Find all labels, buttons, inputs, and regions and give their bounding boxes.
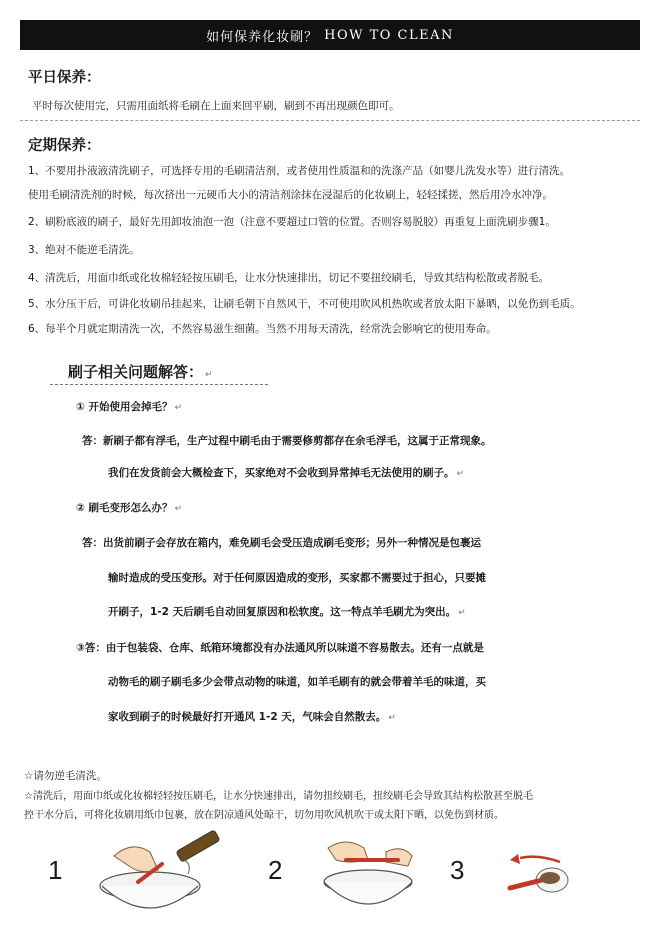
section-divider xyxy=(20,120,640,121)
faq-answer-2-line-1: 答：出货前刷子会存放在箱内，难免刷毛会受压造成刷毛变形；另外一种情况是包裹运 xyxy=(82,537,481,549)
pour-stream-icon xyxy=(184,860,189,874)
faq-answer-1-line-1 xyxy=(82,433,492,448)
faq-answer-2-line-2: 输时造成的受压变形。对于任何原因造成的变形，买家都不需要过于担心，只要摊 xyxy=(108,572,486,584)
regular-care-line-4: 4、清洗后，用面巾纸或化妆棉轻轻按压刷毛，让水分快速排出，切记不要扭绞刷毛，导致其结构松散或者脱毛。 xyxy=(28,272,550,284)
faq-answer-2-line-3 xyxy=(108,604,466,619)
cleanser-bottle-icon xyxy=(176,830,220,862)
faq-answer-1-text-2: 我们在发货前会大概检查下，买家绝对不会收到异常掉毛无法使用的刷子。 xyxy=(108,467,455,479)
step-number-3: 3 xyxy=(450,855,465,885)
faq-answer-3-line-2: 动物毛的刷子刷毛多少会带点动物的味道，如羊毛刷有的就会带着羊毛的味道，买 xyxy=(108,676,486,688)
regular-care-line-1: 1、不要用扑液液清洗刷子，可选择专用的毛刷清洁剂，或者使用性质温和的洗涤产品（如婴儿洗发水等）进行清洗。 xyxy=(28,165,571,177)
arrow-icon xyxy=(520,857,560,862)
faq-answer-2-text-3: 开刷子，1-2 天后刷毛自动回复原因和松软度。这一特点羊毛刷尤为突出。 xyxy=(108,606,457,618)
faq-answer-3-line-1: ③答：由于包装袋、仓库、纸箱环境都没有办法通风所以味道不容易散去。还有一点就是 xyxy=(76,642,484,654)
faq-title xyxy=(68,361,213,382)
step-3-illustration xyxy=(500,844,580,906)
regular-care-title: 定期保养： xyxy=(28,138,101,154)
bowl-body-icon xyxy=(102,886,198,908)
step-1-illustration xyxy=(92,830,232,922)
faq-q2-text: 刷毛变形怎么办？ xyxy=(88,502,173,514)
regular-care-line-6: 6、每半个月就定期清洗一次，不然容易滋生细菌。当然不用每天清洗，经常洗会影响它的使用寿命。 xyxy=(28,323,497,335)
return-mark: ↵ xyxy=(456,469,465,479)
step-number-2: 2 xyxy=(268,855,283,885)
faq-q1-text: 开始使用会掉毛？ xyxy=(88,401,173,413)
faq-underline xyxy=(50,384,268,385)
note-2: ☆清洗后，用面巾纸或化妆棉轻轻按压刷毛，让水分快速排出，请勿扭绞刷毛，扭绞刷毛会导致其结构松散甚至脱毛 xyxy=(24,791,533,802)
bowl-body-icon xyxy=(324,882,412,904)
brush-head-icon xyxy=(540,872,560,884)
header-title-en: HOW TO CLEAN xyxy=(324,27,454,43)
regular-care-line-1b: 使用毛刷清洗剂的时候，每次挤出一元硬币大小的清洁剂涂抹在浸湿后的化妆刷上，轻轻揉搓，然后用冷水冲净。 xyxy=(28,189,553,201)
regular-care-line-2: 2、刷粉底液的刷子，最好先用卸妆油泡一泡（注意不要超过口管的位置。否则容易脱胶）再重复上面洗刷步骤1。 xyxy=(28,216,556,228)
step-number-1: 1 xyxy=(48,855,63,885)
hand-icon-2 xyxy=(386,849,412,866)
faq-q1-number: ① xyxy=(76,401,85,413)
faq-answer-1-line-2 xyxy=(108,465,464,480)
header-banner xyxy=(20,20,640,50)
faq-q2-number: ② xyxy=(76,502,85,514)
regular-care-line-5: 5、水分压干后，可讲化妆刷吊挂起来，让刷毛朝下自然风干，不可使用吹风机热吹或者放太阳下暴晒，以免伤到毛质。 xyxy=(28,298,581,310)
return-mark: ↵ xyxy=(458,608,466,618)
faq-question-2 xyxy=(76,500,182,515)
daily-care-title: 平日保养： xyxy=(28,70,101,86)
arrow-head-icon xyxy=(510,854,520,864)
return-mark: ↵ xyxy=(205,370,213,380)
note-3: 控干水分后，可将化妆刷用纸巾包裹，放在阴凉通风处晾干，切勿用吹风机吹干或太阳下晒，以免伤到材质。 xyxy=(24,810,504,821)
hand-icon xyxy=(114,847,158,872)
regular-care-line-3: 3、绝对不能逆毛清洗。 xyxy=(28,244,140,256)
faq-answer-3-text-3: 家收到刷子的时候最好打开通风 1-2 天，气味会自然散去。 xyxy=(108,711,387,723)
header-title-cn: 如何保养化妆刷？ xyxy=(206,29,319,45)
daily-care-text: 平时每次使用完，只需用面纸将毛刷在上面来回平刷，刷到不再出现颜色即可。 xyxy=(32,100,400,112)
step-2-illustration xyxy=(316,830,426,920)
return-mark: ↵ xyxy=(174,504,183,514)
faq-answer-3-line-3 xyxy=(108,709,396,724)
faq-question-1 xyxy=(76,399,182,414)
faq-title-text: 刷子相关问题解答： xyxy=(68,363,204,381)
faq-answer-1-text-1: 答：新刷子都有浮毛，生产过程中刷毛由于需要修剪都存在余毛浮毛，这属于正常现象。 xyxy=(82,435,492,447)
return-mark: ↵ xyxy=(388,713,396,723)
note-1: ☆请勿逆毛清洗。 xyxy=(24,770,107,782)
return-mark: ↵ xyxy=(174,403,183,413)
